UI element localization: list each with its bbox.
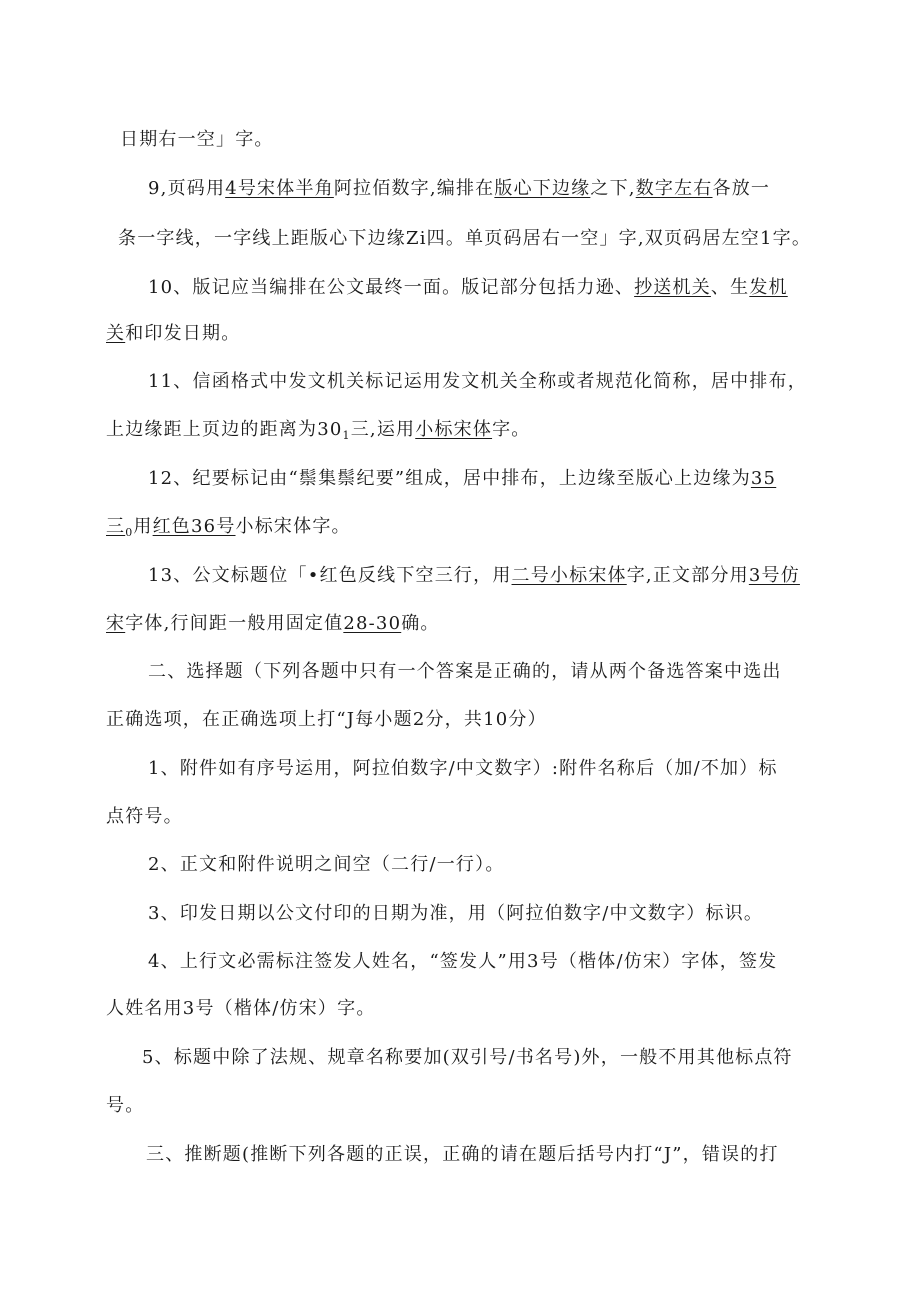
text-run: 3、印发日期以公文付印的日期为准，用（阿拉伯数字/中文数字）标识。 bbox=[148, 903, 764, 924]
underlined-text: 28-30 bbox=[343, 613, 402, 634]
text-run: 三,运用 bbox=[350, 419, 416, 440]
text-run: 、生 bbox=[710, 277, 750, 298]
text-line bbox=[148, 853, 505, 877]
underlined-text: 3号仿 bbox=[748, 565, 800, 586]
text-run: 阿拉佰数字,编排在 bbox=[333, 178, 495, 199]
text-line bbox=[148, 276, 788, 300]
underlined-text: 二号小标宋体 bbox=[511, 565, 627, 586]
text-line bbox=[148, 660, 782, 684]
text-run: 日期右一空」字。 bbox=[120, 129, 274, 150]
underlined-text: 三 bbox=[106, 516, 126, 537]
text-line bbox=[146, 1143, 779, 1167]
text-run: 条一字线，一字线上距版心下边缘Zi四。单页码居右一空」字,双页码居左空1字。 bbox=[118, 228, 812, 249]
text-run: 字,正文部分用 bbox=[626, 565, 749, 586]
text-line bbox=[148, 564, 800, 588]
text-run: 之下, bbox=[590, 178, 636, 199]
underlined-text: 小标宋体 bbox=[415, 419, 493, 440]
text-line bbox=[120, 128, 274, 152]
text-run: 人姓名用3号（楷体/仿宋）字。 bbox=[106, 998, 376, 1019]
underlined-text: 发机 bbox=[749, 277, 788, 298]
text-line bbox=[106, 708, 547, 732]
text-line bbox=[148, 370, 807, 394]
text-run: 13、公文标题位「•红色反线下空三行，用 bbox=[148, 565, 512, 586]
text-run: 4、上行文必需标注签发人姓名，“签发人”用3号（楷体/仿宋）字体，签发 bbox=[148, 951, 778, 972]
text-line bbox=[148, 757, 778, 781]
text-run: 和印发日期。 bbox=[125, 323, 241, 344]
underlined-text: 版心下边缘 bbox=[494, 178, 591, 199]
text-run: 11、信函格式中发文机关标记运用发文机关全称或者规范化简称，居中排布， bbox=[148, 371, 807, 392]
underlined-text: 宋 bbox=[106, 613, 126, 634]
text-run: 用 bbox=[133, 516, 153, 537]
text-run: 5、标题中除了法规、规章名称要加(双引号/书名号)外，一般不用其他标点符 bbox=[142, 1047, 793, 1068]
underlined-text: 35 bbox=[750, 468, 777, 489]
text-line bbox=[148, 950, 777, 974]
text-line bbox=[106, 1094, 144, 1118]
text-line bbox=[148, 467, 776, 491]
text-line bbox=[148, 177, 770, 201]
text-run: 12、纪要标记由“鬃集鬃纪要”组成，居中排布，上边缘至版心上边缘为 bbox=[148, 468, 751, 489]
text-run: 字体,行间距一般用固定值 bbox=[125, 613, 344, 634]
text-run: 上边缘距上页边的距离为30 bbox=[106, 419, 343, 440]
underlined-text: 4号宋体半角 bbox=[225, 178, 334, 199]
text-line bbox=[106, 515, 351, 545]
underlined-text: 抄送机关 bbox=[634, 277, 711, 298]
text-run: 各放一 bbox=[712, 178, 771, 199]
subscript-text: 0 bbox=[125, 526, 134, 539]
underlined-text: 关 bbox=[106, 323, 126, 344]
text-run: 9,页码用 bbox=[148, 178, 226, 199]
text-line bbox=[142, 1046, 793, 1070]
text-line bbox=[148, 902, 763, 926]
text-run: 2、正文和附件说明之间空（二行/一行）。 bbox=[148, 854, 505, 875]
text-run: 二、选择题（下列各题中只有一个答案是正确的，请从两个备选答案中选出 bbox=[148, 661, 782, 682]
text-run: 三、推断题(推断下列各题的正误，正确的请在题后括号内打“J”，错误的打 bbox=[146, 1144, 779, 1165]
text-line bbox=[106, 805, 183, 829]
underlined-text: 数字左右 bbox=[635, 178, 713, 199]
text-run: 点符号。 bbox=[106, 806, 183, 827]
text-line bbox=[106, 612, 440, 636]
text-line bbox=[106, 997, 376, 1021]
text-run: 正确选项，在正确选项上打“J每小题2分，共10分） bbox=[106, 709, 547, 730]
underlined-text: 红色36号 bbox=[152, 516, 236, 537]
subscript-text: 1 bbox=[342, 429, 351, 442]
text-line bbox=[106, 418, 530, 448]
text-line bbox=[118, 227, 811, 251]
text-run: 小标宋体字。 bbox=[235, 516, 351, 537]
text-line bbox=[106, 322, 240, 346]
text-run: 10、版记应当编排在公文最终一面。版记部分包括力逊、 bbox=[148, 277, 635, 298]
text-run: 字。 bbox=[492, 419, 531, 440]
text-run: 确。 bbox=[401, 613, 440, 634]
text-run: 号。 bbox=[106, 1095, 145, 1116]
text-run: 1、附件如有序号运用，阿拉伯数字/中文数字）:附件名称后（加/不加）标 bbox=[148, 758, 778, 779]
